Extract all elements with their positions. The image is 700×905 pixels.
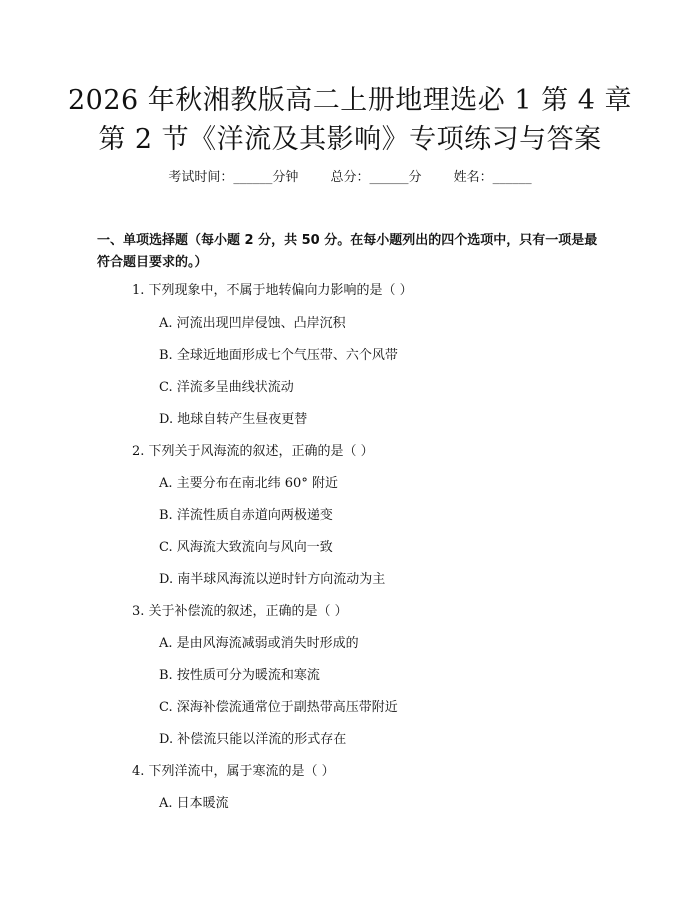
question-1-option-a: A. 河流出现凹岸侵蚀、凸岸沉积 bbox=[159, 316, 346, 331]
question-2-option-d: D. 南半球风海流以逆时针方向流动为主 bbox=[159, 572, 386, 587]
exam-info bbox=[0, 168, 700, 188]
section-heading: 一、单项选择题（每小题 2 分，共 50 分。在每小题列出的四个选项中，只有一项是最符合题目要求的。） bbox=[97, 233, 598, 270]
question-3-option-c: C. 深海补偿流通常位于副热带高压带附近 bbox=[159, 700, 398, 715]
question-3-stem: 3. 关于补偿流的叙述，正确的是（ ） bbox=[132, 604, 348, 619]
question-2-stem: 2. 下列关于风海流的叙述，正确的是（ ） bbox=[132, 444, 374, 459]
question-4-option-a: A. 日本暖流 bbox=[159, 796, 229, 811]
question-1-stem: 1. 下列现象中，不属于地转偏向力影响的是（ ） bbox=[132, 283, 413, 298]
question-1-option-b: B. 全球近地面形成七个气压带、六个风带 bbox=[159, 348, 398, 363]
total-score-field: 总分：______分 bbox=[330, 170, 422, 185]
question-3-option-d: D. 补偿流只能以洋流的形式存在 bbox=[159, 732, 347, 747]
question-2-option-a: A. 主要分布在南北纬 60° 附近 bbox=[159, 476, 338, 491]
question-3-option-b: B. 按性质可分为暖流和寒流 bbox=[159, 668, 320, 683]
question-1-option-c: C. 洋流多呈曲线状流动 bbox=[159, 380, 294, 395]
question-4-stem: 4. 下列洋流中，属于寒流的是（ ） bbox=[132, 764, 335, 779]
page-title-line-1: 2026 年秋湘教版高二上册地理选必 1 第 4 章 bbox=[68, 85, 632, 116]
question-2-option-c: C. 风海流大致流向与风向一致 bbox=[159, 540, 333, 555]
page-title-line-2: 第 2 节《洋流及其影响》专项练习与答案 bbox=[98, 124, 602, 155]
exam-time-field: 考试时间：______分钟 bbox=[168, 170, 299, 185]
question-3-option-a: A. 是由风海流减弱或消失时形成的 bbox=[159, 636, 359, 651]
student-name-field: 姓名：______ bbox=[453, 170, 532, 185]
question-2-option-b: B. 洋流性质自赤道向两极递变 bbox=[159, 508, 333, 523]
question-1-option-d: D. 地球自转产生昼夜更替 bbox=[159, 412, 308, 427]
